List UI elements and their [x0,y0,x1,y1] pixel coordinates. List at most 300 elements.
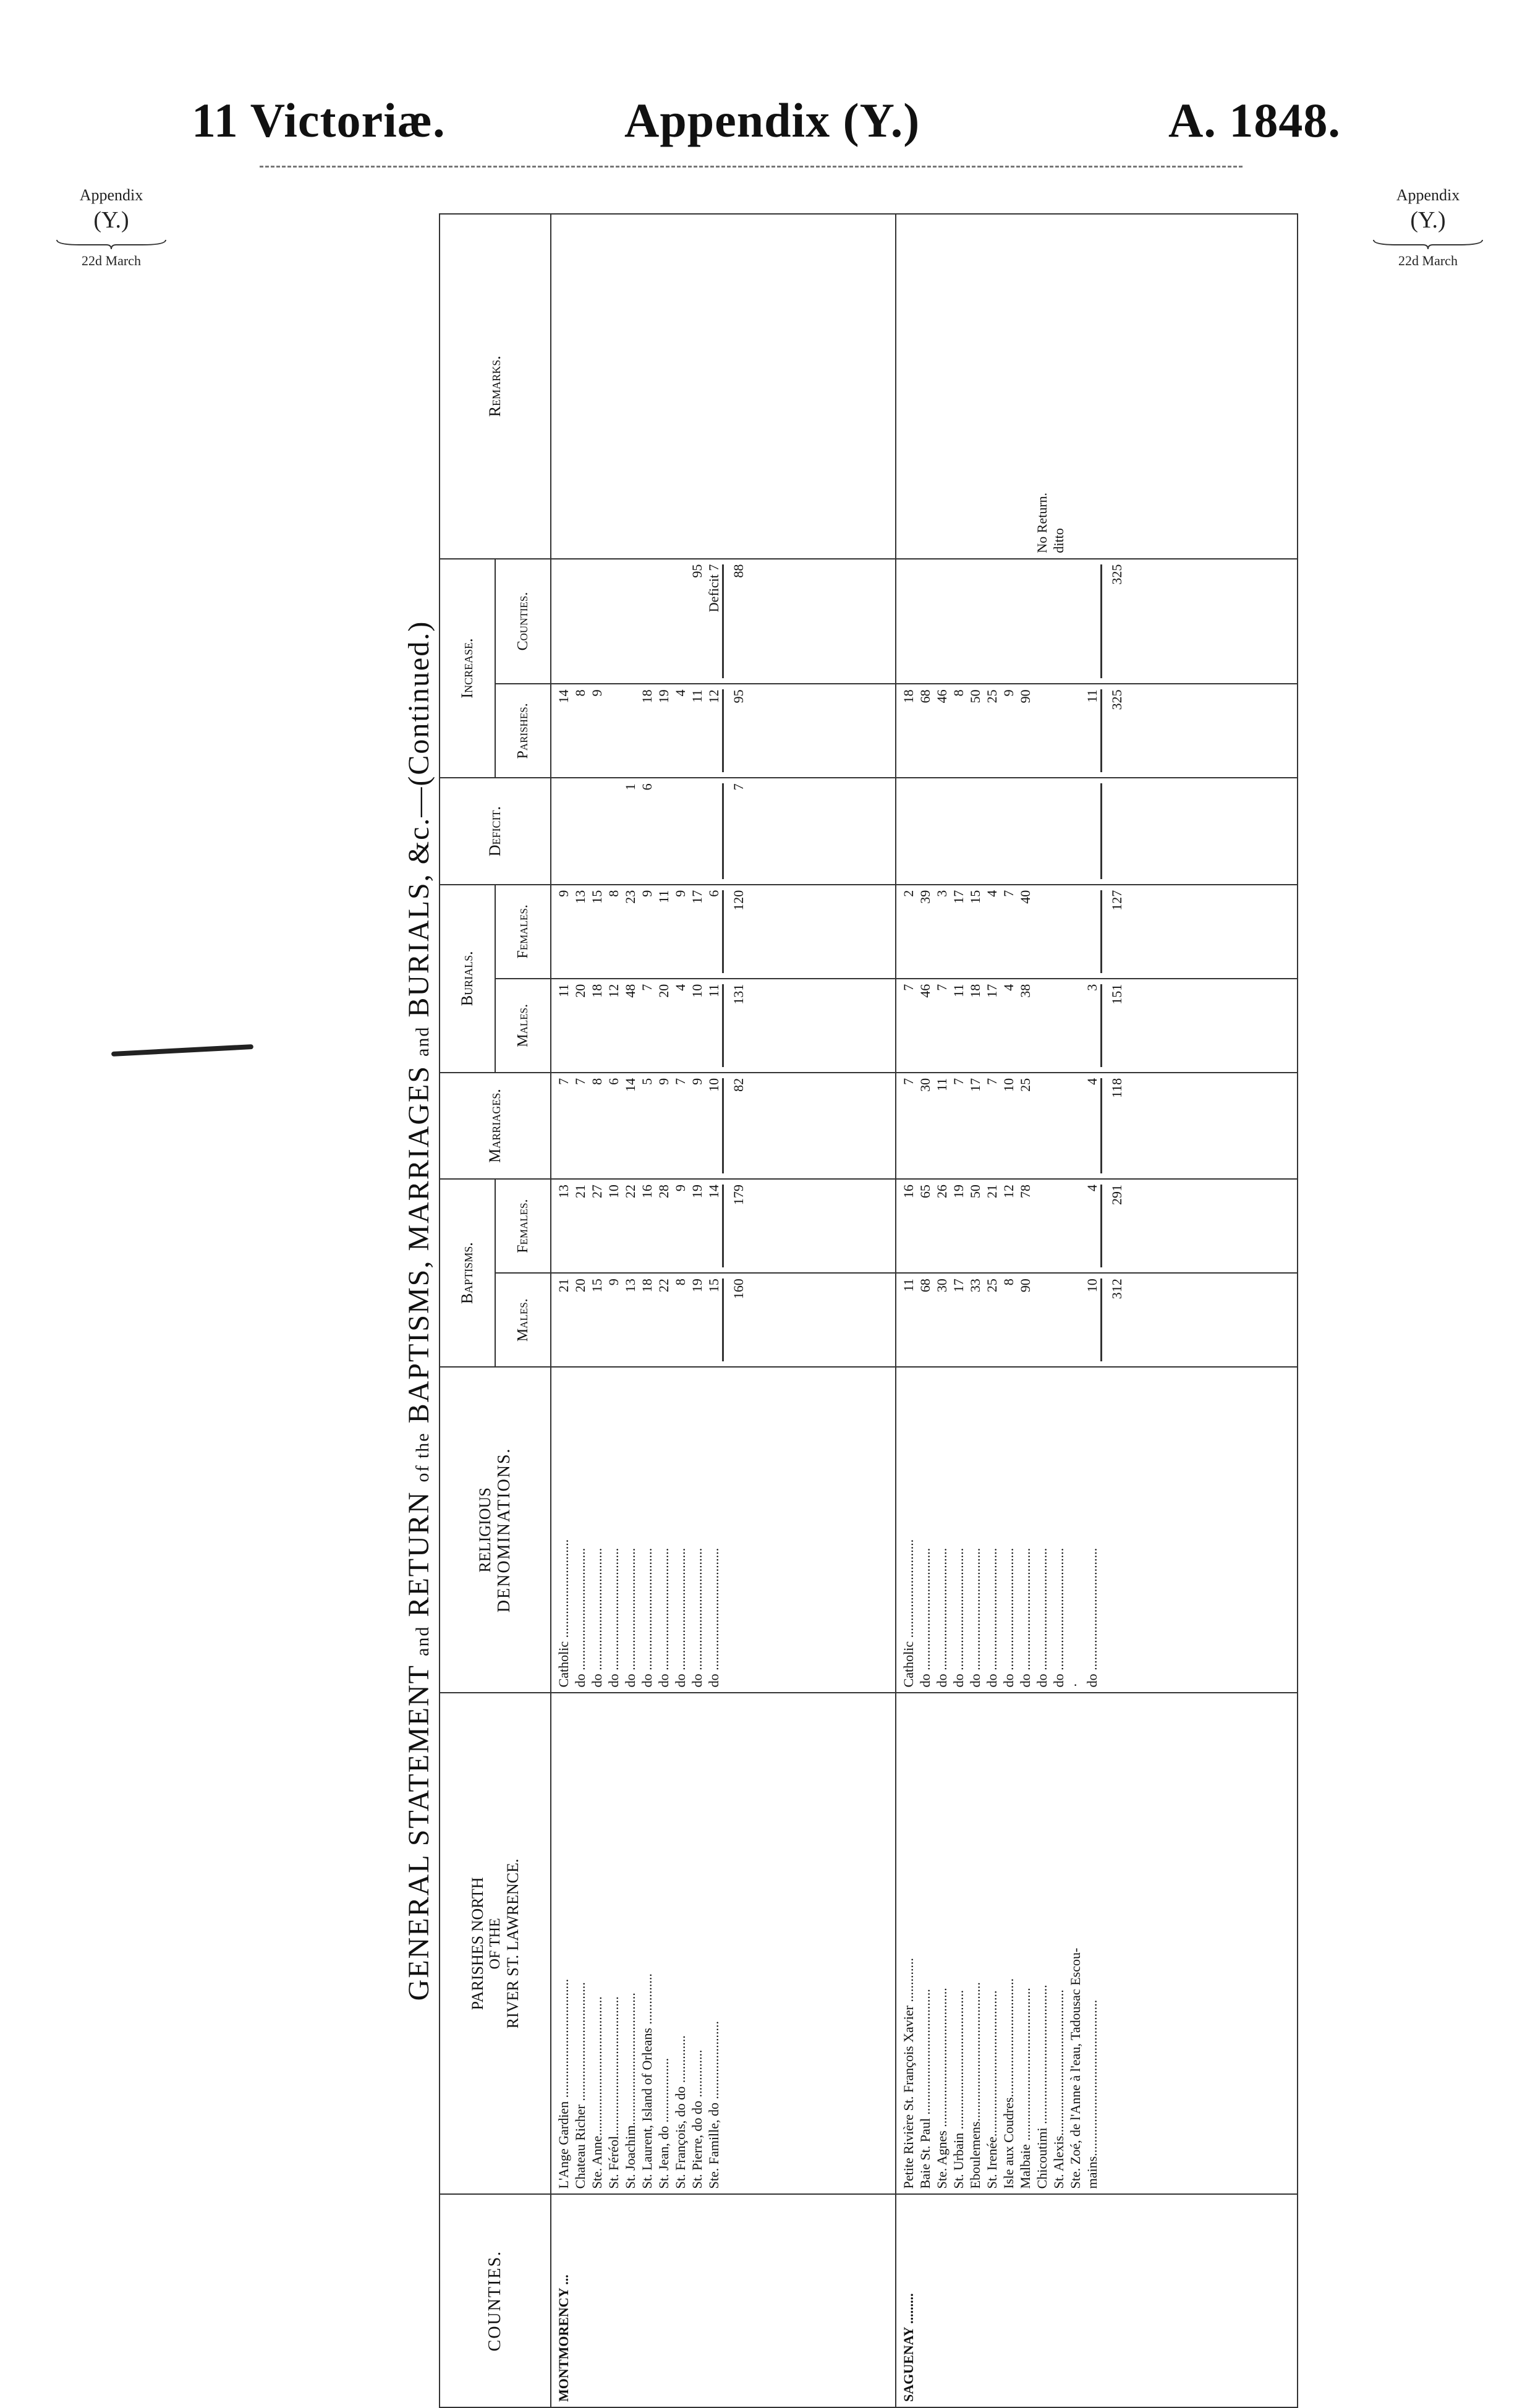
marriages-value: 10 [1000,1078,1016,1092]
col-religious-line: RELIGIOUS [476,1487,494,1573]
total-value: 82 [722,1078,747,1173]
col-religious-line: DENOMINATIONS. [495,1447,514,1613]
denominations-cell [896,1367,1298,1693]
col-deficit: Deficit. [440,778,551,884]
title-part: GENERAL STATEMENT [402,1664,435,2001]
remarks-line [705,219,722,553]
baptism-males-value: 13 [623,1278,638,1293]
total-value: 325 [1100,564,1125,679]
marriages-value: 7 [556,1078,571,1085]
total-value: 120 [722,890,747,973]
margin-appendix-letter: (Y.) [93,206,129,233]
increase-parishes-value [1067,689,1084,772]
increase-parishes-value [1050,689,1067,772]
baptism-females-value [1034,1185,1050,1267]
baptism-males-value: 8 [673,1278,688,1286]
burial-males-value: 7 [639,984,655,991]
remarks-line [655,219,672,553]
burial-males-value [1067,984,1084,1067]
baptism-males-value: 25 [984,1278,1000,1293]
increase-counties-value [984,564,1000,679]
burial-females-value: 17 [950,890,966,904]
denomination-line: do .................................... [623,1547,638,1688]
parish-line: Isle aux Coudres................................... [1000,1978,1016,2189]
baptism-females-value: 65 [917,1185,933,1199]
baptism-males-value: 18 [639,1278,655,1293]
parish-line: Chateau Richer ................................... [572,1982,588,2189]
col-baptisms: Baptisms. [440,1179,495,1367]
parish-line: Petite Rivière St. François Xavier ............. [900,1958,916,2189]
session-heading: 11 Victoriæ. [192,93,446,147]
denomination-line: do .................................... [706,1547,721,1688]
parish-line: Eboulemens......................................... [967,1982,983,2189]
total-value: 7 [722,783,747,879]
table-body [551,214,1298,2407]
deficit-value [1017,783,1034,879]
baptism-males-value: 21 [556,1278,571,1293]
denomination-line: do .................................... [1034,1547,1050,1688]
marriages-value [1034,1078,1050,1173]
parish-line: Chicoutimi ......................................... [1034,1985,1050,2189]
denomination-line: do .................................... [1050,1547,1066,1688]
increase-counties-value [605,564,622,679]
total-value: 325 [1100,689,1125,772]
col-parishes-line: RIVER ST. LAWRENCE. [503,1858,522,2029]
parish-line: Malbaie ............................................. [1017,1988,1033,2189]
burial-males-cell [896,979,1298,1073]
burial-females-value: 40 [1017,890,1033,904]
col-baptism-males: Males. [495,1273,551,1367]
burial-females-value [1067,890,1084,973]
denomination-line: do .................................... [673,1547,688,1688]
burial-males-value: 38 [1017,984,1033,998]
baptism-males-value [1034,1278,1050,1361]
margin-appendix-label: Appendix [79,186,143,204]
parish-line: Ste. Anne......................................... [589,1996,605,2189]
remarks-line [689,219,705,553]
denomination-line: do .................................... [967,1547,983,1688]
remarks-line [589,219,605,553]
parish-line: Baie St. Paul ..................................... [917,1989,933,2189]
burial-males-value: 4 [673,984,688,991]
parishes-cell [896,1693,1298,2194]
baptism-females-value: 19 [689,1185,705,1199]
marriages-value: 7 [984,1078,1000,1085]
remarks-cell [896,214,1298,559]
increase-parishes-value: 50 [967,689,983,704]
parish-line: Ste. Famille, do ....................... [706,2021,721,2189]
baptism-females-value: 4 [1084,1185,1100,1192]
parish-line: St. Pierre, do do .............. [689,2049,705,2189]
increase-counties-value [555,564,572,679]
denomination-line: do .................................... [1000,1547,1016,1688]
remarks-line [605,219,622,553]
title-part: and [412,1625,433,1656]
increase-counties-value [639,564,655,679]
col-burial-males: Males. [495,979,551,1073]
increase-parishes-cell [551,684,896,778]
marriages-value: 7 [572,1078,588,1085]
parish-line: Ste. Agnes ......................................... [933,1988,950,2189]
remarks-line [967,219,984,553]
marriages-value [1050,1078,1067,1173]
margin-appendix-letter: (Y.) [1410,206,1446,233]
marriages-value: 11 [933,1078,950,1092]
denomination-line: do .................................... [1084,1547,1100,1688]
deficit-cell [551,778,896,884]
parish-line: St. Féréol......................................... [606,1996,621,2189]
baptism-females-value: 22 [623,1185,638,1199]
burial-males-cell [551,979,896,1073]
increase-counties-value [1034,564,1050,679]
increase-counties-value [1000,564,1017,679]
baptism-females-value: 27 [589,1185,605,1199]
burial-males-value: 18 [967,984,983,998]
margin-appendix-label: Appendix [1396,186,1460,204]
title-part: and [412,1026,433,1057]
parish-line: St. Urbain ......................................... [950,1989,966,2189]
burial-males-value: 7 [933,984,950,991]
baptism-females-value: 16 [900,1185,916,1199]
burial-females-value: 13 [572,890,588,904]
deficit-value [572,783,589,879]
denomination-line: do .................................... [689,1547,705,1688]
burial-males-value: 3 [1084,984,1100,991]
increase-counties-cell [896,559,1298,684]
deficit-value [917,783,933,879]
deficit-value [689,783,705,879]
marriages-value: 4 [1084,1078,1100,1085]
marriages-value: 17 [967,1078,983,1092]
increase-counties-value [967,564,984,679]
marriages-value: 30 [917,1078,933,1092]
increase-parishes-value [622,689,639,772]
increase-counties-value [933,564,950,679]
increase-parishes-value: 18 [900,689,916,704]
baptism-females-value: 50 [967,1185,983,1199]
county-group-row [896,214,1298,2407]
remarks-line [900,219,917,553]
increase-counties-value [589,564,605,679]
col-counties: COUNTIES. [440,2194,551,2407]
parish-line: St. Jean, do ................... [656,2057,671,2189]
marriages-value: 8 [589,1078,605,1085]
increase-parishes-value: 46 [933,689,950,704]
baptism-males-value [1067,1278,1084,1361]
remarks-line: No Return. [1034,492,1050,553]
burial-females-value: 3 [933,890,950,897]
year-heading: A. 1848. [1168,93,1341,147]
increase-parishes-value [605,689,622,772]
baptism-males-value: 9 [606,1278,621,1286]
remarks-line [933,219,950,553]
denomination-line: do .................................... [984,1547,1000,1688]
burial-males-value: 20 [572,984,588,998]
increase-counties-cell [551,559,896,684]
remarks-line [572,219,589,553]
marriages-value [1067,1078,1084,1173]
col-baptism-females: Females. [495,1179,551,1273]
burial-females-value: 4 [984,890,1000,897]
increase-parishes-value: 18 [639,689,655,704]
deficit-value [1034,783,1050,879]
burial-males-value: 48 [623,984,638,998]
burial-females-value: 8 [606,890,621,897]
col-burials: Burials. [440,885,495,1073]
burial-males-value [1050,984,1067,1067]
baptism-females-value: 21 [572,1185,588,1199]
burial-males-value [1034,984,1050,1067]
baptism-females-value: 9 [673,1185,688,1192]
deficit-cell [896,778,1298,884]
parish-line: St. Irenée........................................... [984,1990,1000,2189]
col-marriages: Marriages. [440,1073,551,1179]
increase-parishes-value: 90 [1017,689,1033,704]
increase-parishes-value: 19 [656,689,671,704]
remarks-line [1067,219,1084,553]
burial-males-value: 18 [589,984,605,998]
baptism-males-value: 68 [917,1278,933,1293]
col-parishes [440,1693,551,2194]
increase-counties-value [1067,564,1084,679]
total-value: 151 [1100,984,1125,1067]
burial-males-value: 11 [706,984,721,997]
denomination-line: do .................................... [606,1547,621,1688]
margin-note-left [37,185,185,270]
burial-females-value [1084,890,1100,973]
parish-line: St. Joachim....................................... [623,1993,638,2189]
marriages-value: 5 [639,1078,655,1085]
baptism-females-value: 21 [984,1185,1000,1199]
increase-parishes-value: 9 [589,689,605,697]
increase-counties-value: Deficit 7 [706,564,721,613]
col-increase-parishes: Parishes. [495,684,551,778]
marriages-value: 25 [1017,1078,1033,1092]
baptism-females-value: 78 [1017,1185,1033,1199]
burial-males-value: 17 [984,984,1000,998]
marriages-value: 6 [606,1078,621,1085]
burial-females-value: 15 [589,890,605,904]
col-burial-females: Females. [495,885,551,979]
remarks-line [622,219,639,553]
denomination-line: do .................................... [656,1547,671,1688]
increase-parishes-value [1034,689,1050,772]
header-rule [260,166,1243,168]
increase-parishes-value: 4 [673,689,688,697]
burial-males-value: 7 [900,984,916,991]
denomination-line: Catholic ............................. [900,1539,916,1688]
parish-line: St. Laurent, Island of Orleans ............... [639,1973,655,2189]
total-value: 291 [1100,1185,1125,1267]
baptism-females-value: 12 [1000,1185,1016,1199]
margin-date: 22d March [1398,253,1458,268]
marriages-value: 14 [623,1078,638,1092]
margin-note-right [1354,185,1502,270]
remarks-line [950,219,967,553]
burial-females-value: 11 [656,890,671,903]
title-part: of the [412,1432,433,1483]
baptism-males-value: 15 [589,1278,605,1293]
statement-table [439,213,1298,2408]
increase-parishes-value: 12 [706,689,721,704]
baptism-males-value: 19 [689,1278,705,1293]
remarks-line [672,219,689,553]
remarks-line: ditto [1050,528,1066,553]
baptism-males-cell [551,1273,896,1367]
remarks-line [639,219,655,553]
deficit-value [555,783,572,879]
remarks-line [555,219,572,553]
increase-counties-value [1050,564,1067,679]
col-remarks: Remarks. [440,214,551,559]
baptism-males-value: 20 [572,1278,588,1293]
increase-counties-value [1017,564,1034,679]
burial-females-value: 9 [639,890,655,897]
deficit-value [1084,783,1100,879]
marriages-value: 9 [656,1078,671,1085]
deficit-value [950,783,967,879]
remarks-line [984,219,1000,553]
burial-females-value: 15 [967,890,983,904]
deficit-value [605,783,622,879]
remarks-line [1084,219,1100,553]
deficit-value [589,783,605,879]
baptism-females-value: 13 [556,1185,571,1199]
baptism-females-value [1050,1185,1067,1267]
burial-males-value: 11 [950,984,966,997]
burial-females-value: 23 [623,890,638,904]
total-value: 179 [722,1185,747,1267]
burial-males-value: 20 [656,984,671,998]
county-name: MONTMORENCY ... [551,2194,896,2407]
parish-line: mains.............................................. [1084,1999,1100,2189]
baptism-females-value: 16 [639,1185,655,1199]
baptism-females-cell [896,1179,1298,1273]
deficit-value: 6 [639,783,655,791]
burial-females-value: 9 [556,890,571,897]
marriages-value: 7 [950,1078,966,1085]
parish-line: L'Ange Gardien ................................... [556,1978,571,2189]
parishes-cell [551,1693,896,2194]
increase-parishes-value: 68 [917,689,933,704]
baptism-males-value: 90 [1017,1278,1033,1293]
increase-counties-value [1084,564,1100,679]
baptism-males-value: 17 [950,1278,966,1293]
burial-males-value: 10 [689,984,705,998]
ink-blot [111,1044,253,1057]
increase-counties-value [917,564,933,679]
county-name: SAGUENAY ......... [896,2194,1298,2407]
remarks-cell [551,214,896,559]
increase-counties-value [622,564,639,679]
burial-females-cell [551,885,896,979]
total-value: 160 [722,1278,747,1361]
increase-counties-value [672,564,689,679]
total-value: 88 [722,564,747,679]
burial-females-value: 39 [917,890,933,904]
marriages-value: 7 [900,1078,916,1085]
deficit-value [672,783,689,879]
denomination-line: · [1067,1683,1083,1688]
denomination-line: Catholic ............................. [556,1539,571,1688]
baptism-females-cell [551,1179,896,1273]
marriages-cell [551,1073,896,1179]
increase-parishes-value: 8 [572,689,588,697]
col-parishes-line: PARISHES NORTH [468,1877,487,2010]
burial-females-value: 17 [689,890,705,904]
burial-females-value: 6 [706,890,721,897]
appendix-heading: Appendix (Y.) [624,93,920,147]
baptism-males-value: 8 [1000,1278,1016,1286]
baptism-males-value: 15 [706,1278,721,1293]
col-increase: Increase. [440,559,495,778]
col-religious [440,1367,551,1693]
denominations-cell [551,1367,896,1693]
burial-females-value [1050,890,1067,973]
baptism-females-value: 19 [950,1185,966,1199]
burial-males-value: 46 [917,984,933,998]
parish-line: St. Alexis........................................... [1050,1989,1066,2189]
marriages-cell [896,1073,1298,1179]
col-increase-counties: Counties. [495,559,551,684]
burial-females-value: 9 [673,890,688,897]
increase-counties-value: 95 [689,564,705,578]
total-value: 118 [1100,1078,1125,1173]
table-title [402,213,436,2408]
remarks-line [917,219,933,553]
deficit-value [984,783,1000,879]
increase-parishes-value: 14 [556,689,571,704]
deficit-value [933,783,950,879]
denomination-line: do .................................... [589,1547,605,1688]
baptism-males-value: 22 [656,1278,671,1293]
col-parishes-line: OF THE [487,1918,503,1970]
burial-females-value: 7 [1000,890,1016,897]
total-value: 95 [722,689,747,772]
margin-date: 22d March [82,253,141,268]
burial-females-value [1034,890,1050,973]
denomination-line: do .................................... [933,1547,950,1688]
increase-parishes-value: 11 [1084,689,1100,703]
increase-counties-value [950,564,967,679]
rotated-return-table [402,213,1341,2408]
deficit-value [1000,783,1017,879]
increase-parishes-value: 9 [1000,689,1016,697]
marriages-value: 10 [706,1078,721,1092]
burial-males-value: 4 [1000,984,1016,991]
denomination-line: do .................................... [917,1547,933,1688]
total-value: 127 [1100,890,1125,973]
increase-parishes-cell [896,684,1298,778]
title-part: BURIALS, &c.—(Continued.) [402,620,435,1018]
total-value: 312 [1100,1278,1125,1361]
denomination-line: do .................................... [1017,1547,1033,1688]
deficit-value [1050,783,1067,879]
deficit-value [705,783,722,879]
baptism-males-value: 11 [900,1278,916,1292]
baptism-females-value: 28 [656,1185,671,1199]
deficit-value: 1 [623,783,638,791]
burial-males-value: 11 [556,984,571,997]
baptism-females-value: 26 [933,1185,950,1199]
baptism-males-value: 10 [1084,1278,1100,1293]
denomination-line: do .................................... [639,1547,655,1688]
baptism-females-value [1067,1185,1084,1267]
baptism-females-value: 14 [706,1185,721,1199]
county-group-row [551,214,896,2407]
deficit-value [967,783,984,879]
increase-parishes-value: 11 [689,689,705,703]
